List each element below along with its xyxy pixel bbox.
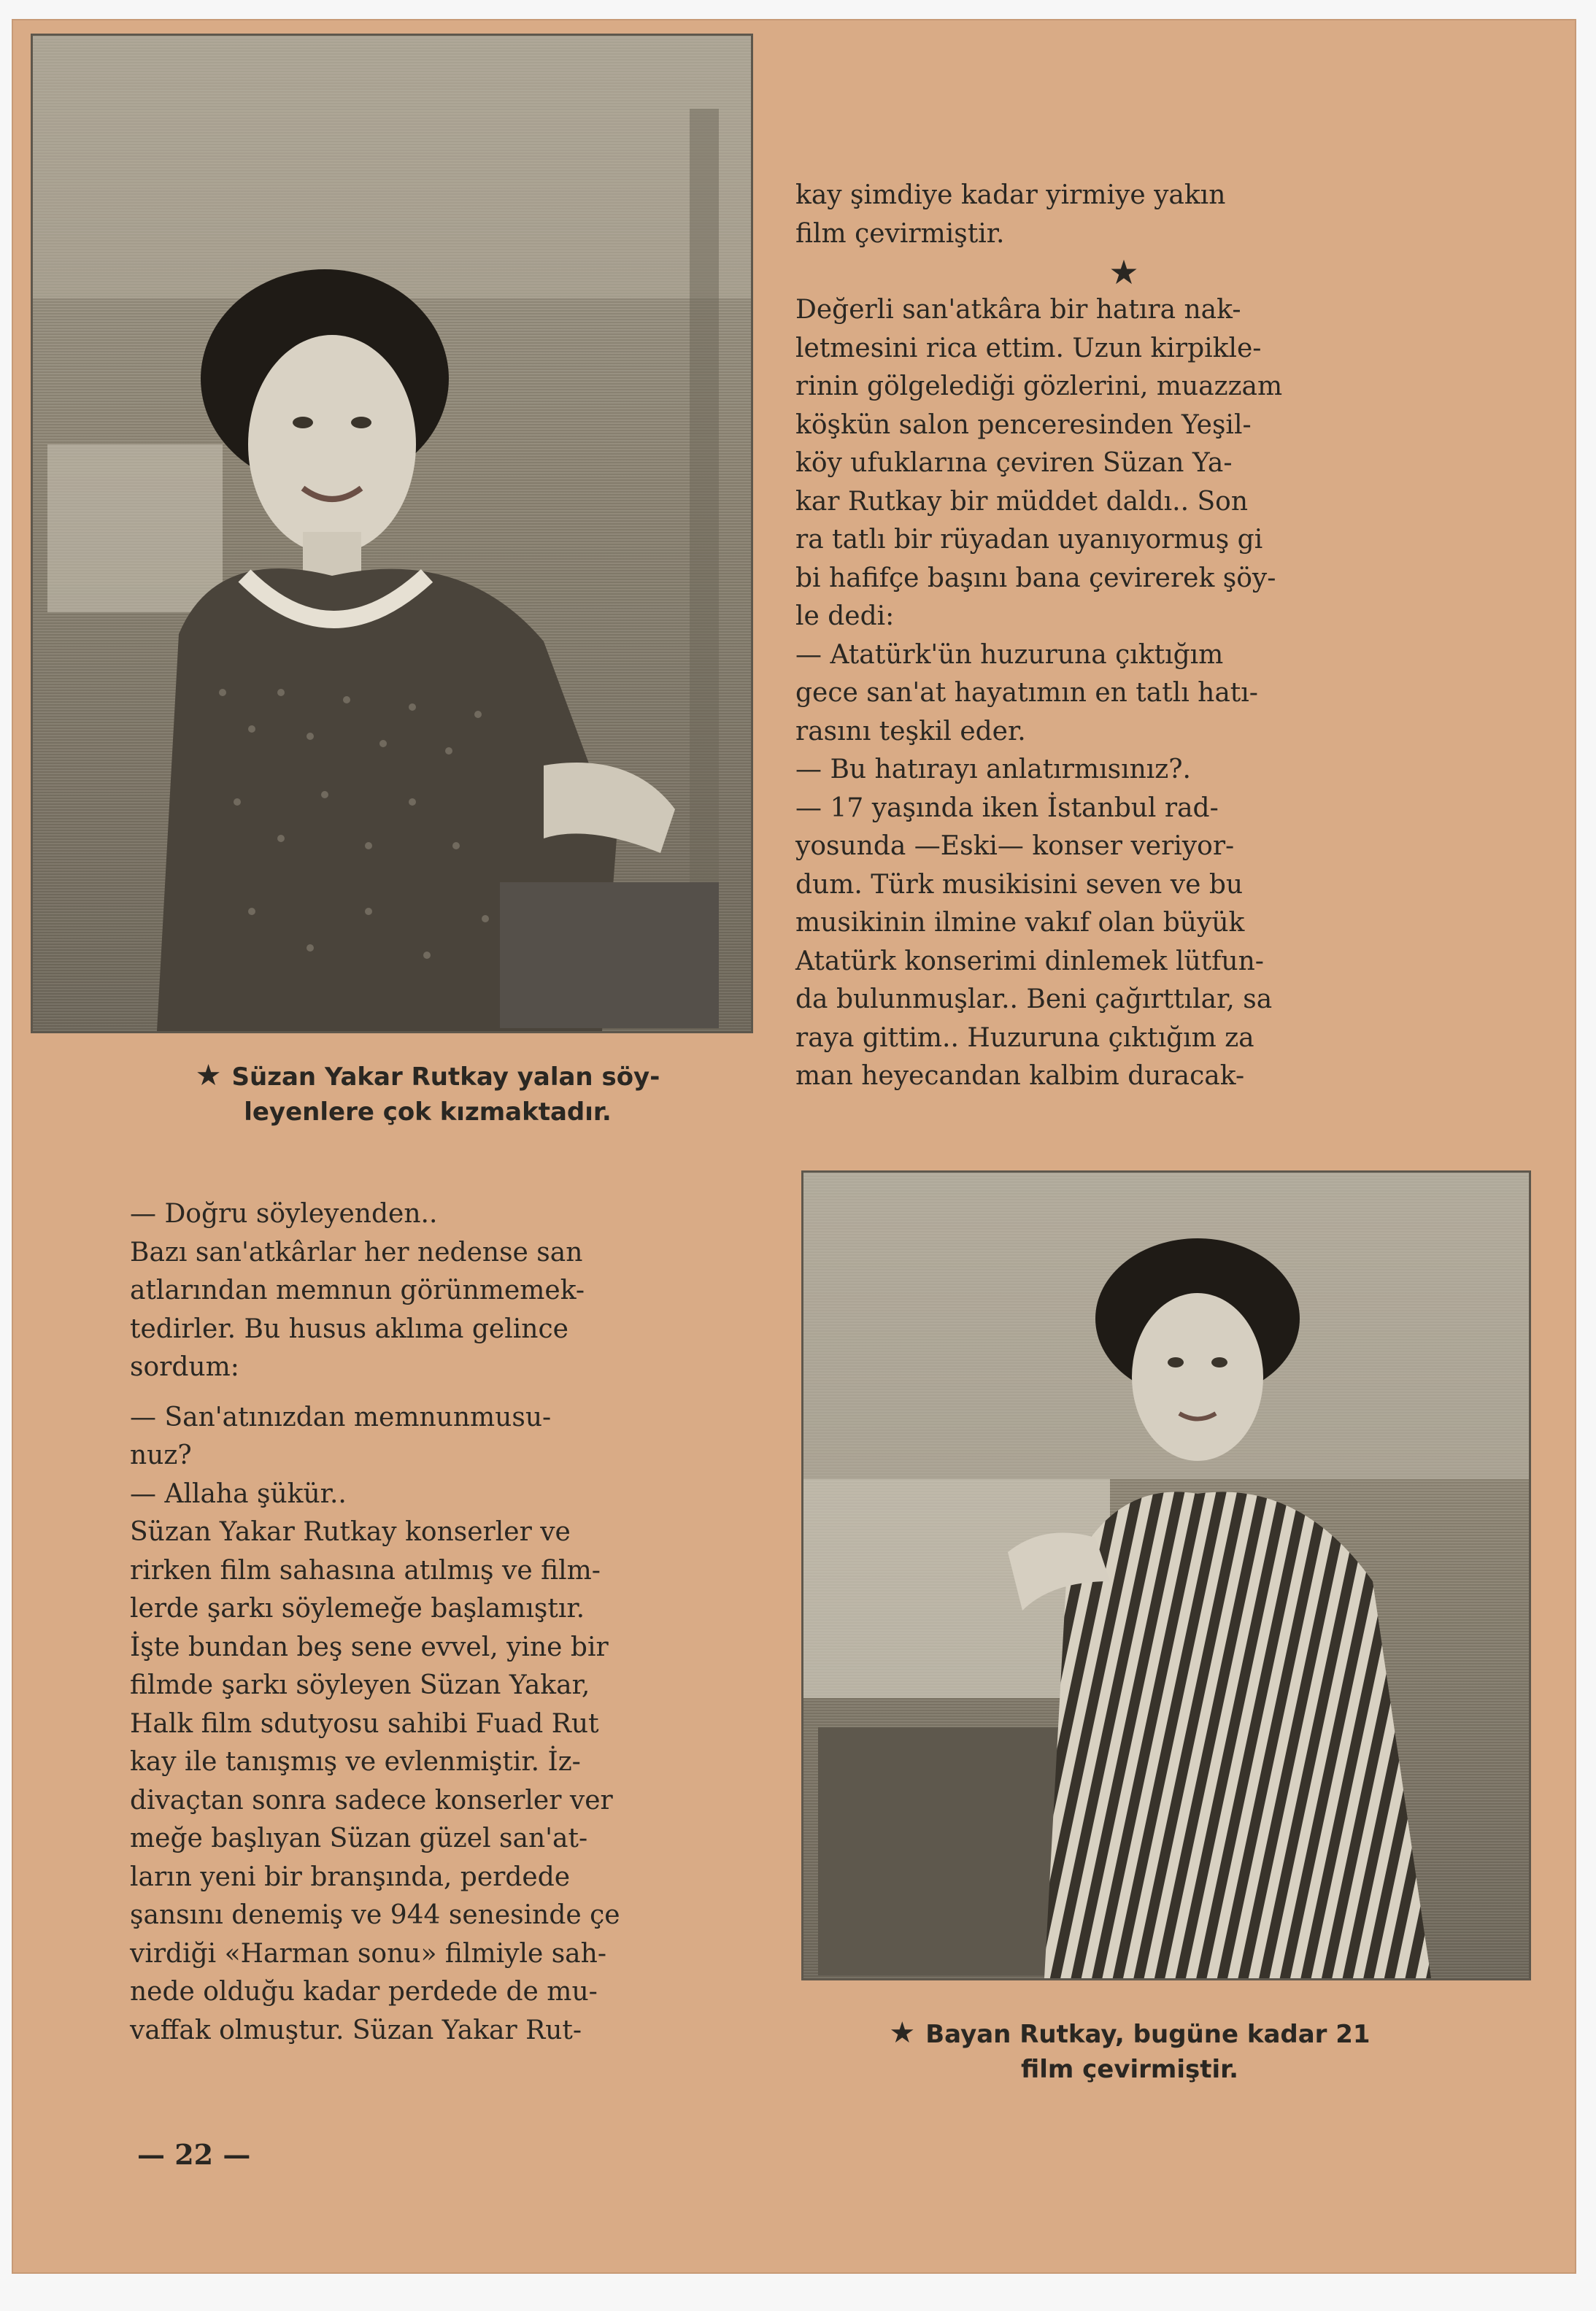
text-line: musikinin ilmine vakıf olan büyük <box>795 908 1245 938</box>
portrait-photo-top <box>31 34 753 1033</box>
text-line: rirken film sahasına atılmış ve film- <box>130 1555 601 1586</box>
photo-caption-top <box>85 1058 771 1130</box>
text-line: letmesini rica ettim. Uzun kirpikle- <box>795 333 1262 363</box>
text-line: gece san'at hayatımın en tatlı hatı- <box>795 678 1258 708</box>
text-line: Atatürk konserimi dinlemek lütfun- <box>795 946 1264 976</box>
text-line: — Doğru söyleyenden.. <box>130 1199 438 1229</box>
caption-line: film çevirmiştir. <box>1021 2055 1238 2084</box>
text-line: — Bu hatırayı anlatırmısınız?. <box>795 755 1191 784</box>
text-line: Değerli san'atkâra bir hatıra nak- <box>795 295 1241 325</box>
text-line: ların yeni bir branşında, perdede <box>130 1861 571 1892</box>
text-line: — San'atınızdan memnunmusu- <box>130 1402 552 1432</box>
text-line: sordum: <box>130 1352 239 1382</box>
text-line: yosunda —Eski— konser veriyor- <box>795 831 1235 861</box>
article-column-right-top <box>795 177 1452 1096</box>
text-line: rinin gölgelediği gözlerini, muazzam <box>795 371 1283 401</box>
woman-portrait-illustration <box>33 36 751 1031</box>
text-line: — Allaha şükür.. <box>130 1478 347 1509</box>
text-line: virdiği «Harman sonu» filmiyle sah- <box>130 1938 606 1969</box>
text-line: Halk film sdutyosu sahibi Fuad Rut <box>130 1708 599 1739</box>
portrait-photo-bottom <box>801 1170 1531 1980</box>
text-line: divaçtan sonra sadece konserler ver <box>130 1785 613 1816</box>
text-line: bi hafifçe başını bana çevirerek şöy- <box>795 563 1276 593</box>
star-divider-icon: ★ <box>1109 252 1139 292</box>
star-icon: ★ <box>195 1059 222 1092</box>
text-line: dum. Türk musikisini seven ve bu <box>795 869 1244 900</box>
photo-caption-bottom <box>794 2015 1465 2087</box>
text-line: vaffak olmuştur. Süzan Yakar Rut- <box>130 2015 582 2045</box>
text-line: Bazı san'atkârlar her nedense san <box>130 1237 583 1268</box>
text-line: köy ufuklarına çeviren Süzan Ya- <box>795 448 1233 478</box>
text-line: raya gittim.. Huzuruna çıktığım za <box>795 1022 1254 1053</box>
text-line: man heyecandan kalbim duracak- <box>795 1061 1245 1091</box>
text-line: — 17 yaşında iken İstanbul rad- <box>795 792 1219 823</box>
text-line: Süzan Yakar Rutkay konserler ve <box>130 1517 571 1547</box>
text-line: meğe başlıyan Süzan güzel san'at- <box>130 1824 588 1853</box>
text-line: filmde şarkı söyleyen Süzan Yakar, <box>130 1670 590 1700</box>
text-line: nede olduğu kadar perdede de mu- <box>130 1977 598 2007</box>
magazine-page <box>12 19 1576 2274</box>
text-line: rasını teşkil eder. <box>795 716 1026 746</box>
caption-line: leyenlere çok kızmaktadır. <box>244 1097 612 1127</box>
star-icon: ★ <box>889 2016 916 2050</box>
text-line: tedirler. Bu husus aklıma gelince <box>130 1313 568 1344</box>
caption-line: Süzan Yakar Rutkay yalan söy- <box>231 1062 660 1092</box>
caption-line: Bayan Rutkay, bugüne kadar 21 <box>925 2020 1371 2049</box>
text-line: İşte bundan beş sene evvel, yine bir <box>130 1632 609 1662</box>
text-line: kay ile tanışmış ve evlenmiştir. İz- <box>130 1747 581 1777</box>
text-line: da bulunmuşlar.. Beni çağırttılar, sa <box>795 984 1273 1014</box>
text-line: le dedi: <box>795 601 895 631</box>
text-line: kar Rutkay bir müddet daldı.. Son <box>795 486 1249 517</box>
text-line: şansını denemiş ve 944 senesinde çe <box>130 1900 620 1930</box>
text-line: kay şimdiye kadar yirmiye yakın <box>795 180 1226 210</box>
text-line: lerde şarkı söylemeğe başlamıştır. <box>130 1594 585 1624</box>
text-line: — Atatürk'ün huzuruna çıktığım <box>795 639 1224 670</box>
article-column-left-bottom <box>130 1195 772 2050</box>
text-line: atlarından memnun görünmemek- <box>130 1276 585 1305</box>
text-line: film çevirmiştir. <box>795 218 1005 249</box>
text-line: köşkün salon penceresinden Yeşil- <box>795 409 1252 440</box>
page-number: — 22 — <box>137 2138 251 2171</box>
text-line: nuz? <box>130 1440 192 1470</box>
text-line: ra tatlı bir rüyadan uyanıyormuş gi <box>795 525 1263 555</box>
woman-striped-dress-illustration <box>803 1173 1529 1978</box>
